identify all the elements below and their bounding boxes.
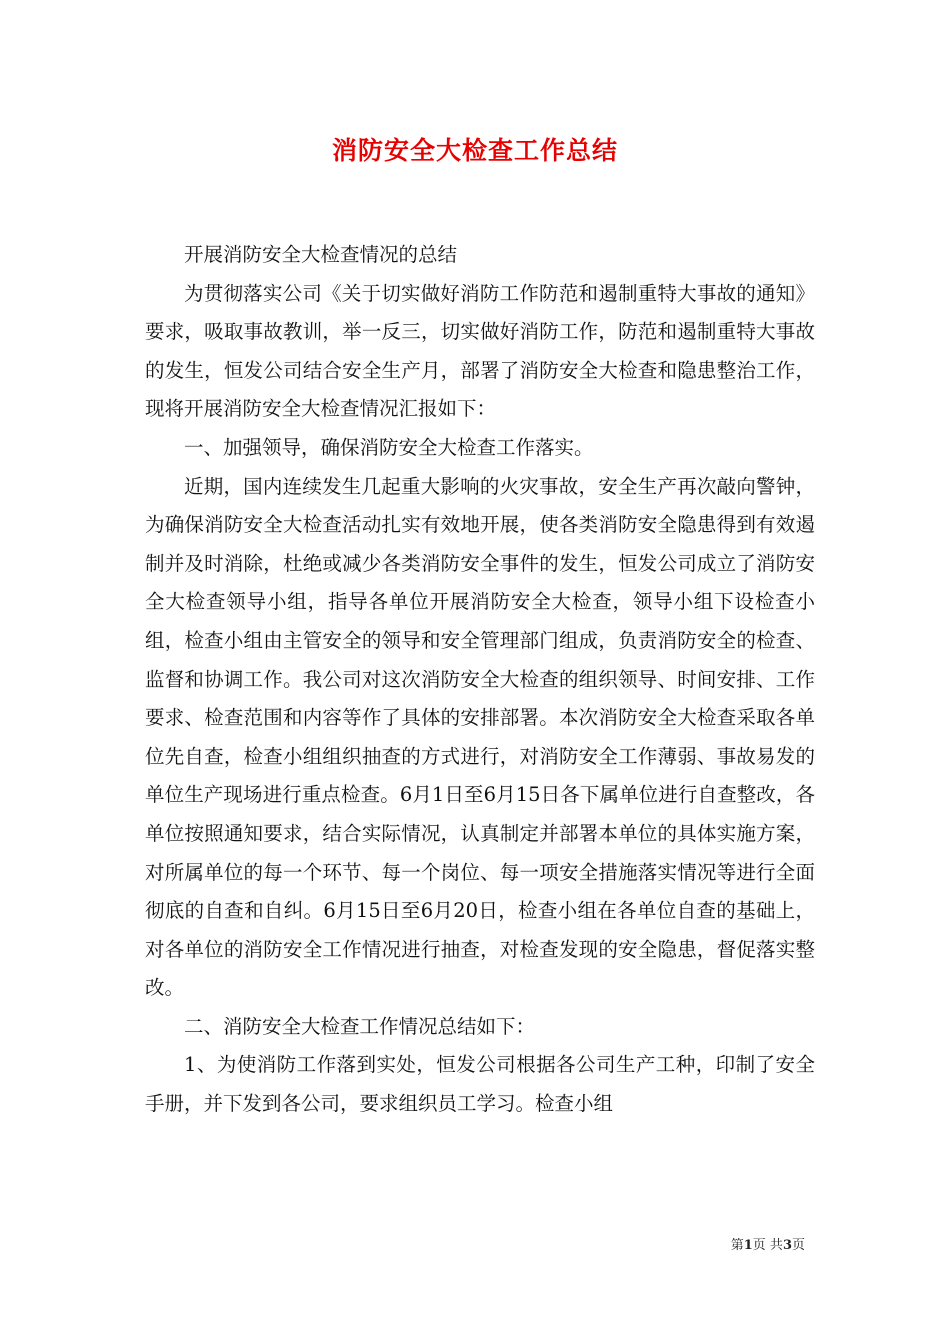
footer-middle: 页 共 xyxy=(752,1238,783,1253)
section-heading-summary: 开展消防安全大检查情况的总结 xyxy=(184,243,458,266)
section-heading-one: 一、加强领导，确保消防安全大检查工作落实。 xyxy=(184,435,594,459)
paragraph-item-one: 1、为使消防工作落到实处，恒发公司根据各公司生产工种，印制了安全手册，并下发到各公司，要求组织员工学习。检查小组 xyxy=(145,1053,815,1116)
section-heading-two: 二、消防安全大检查工作情况总结如下： xyxy=(184,1014,536,1038)
footer-suffix: 页 xyxy=(791,1238,805,1253)
document-body xyxy=(145,236,815,1124)
footer-page-number: 1 xyxy=(743,1238,753,1253)
footer-prefix: 第 xyxy=(730,1238,744,1253)
page-footer xyxy=(0,1237,805,1255)
paragraph-intro: 为贯彻落实公司《关于切实做好消防工作防范和遏制重特大事故的通知》要求，吸取事故教训，举一反三，切实做好消防工作，防范和遏制重特大事故的发生，恒发公司结合安全生产月，部署了消防安全大检查和隐患整治工作，现将开展消防安全大检查情况汇报如下： xyxy=(145,281,815,421)
footer-total-pages: 3 xyxy=(782,1238,792,1253)
paragraph-leadership: 近期，国内连续发生几起重大影响的火灾事故，安全生产再次敲向警钟，为确保消防安全大检查活动扎实有效地开展，使各类消防安全隐患得到有效遏制并及时消除，杜绝或减少各类消防安全事件的发生，恒发公司成立了消防安全大检查领导小组，指导各单位开展消防安全大检查，领导小组下设检查小组，检查小组由主管安全的领导和安全管理部门组成，负责消防安全的检查、监督和协调工作。我公司对这次消防安全大检查的组织领导、时间安排、工作要求、检查范围和内容等作了具体的安排部署。本次消防安全大检查采取各单位先自查，检查小组组织抽查的方式进行，对消防安全工作薄弱、事故易发的单位生产现场进行重点检查。6月1日至6月15日各下属单位进行自查整改，各单位按照通知要求，结合实际情况，认真制定并部署本单位的具体实施方案，对所属单位的每一个环节、每一个岗位、每一项安全措施落实情况等进行全面彻底的自查和自纠。6月15日至6月20日，检查小组在各单位自查的基础上，对各单位的消防安全工作情况进行抽查，对检查发现的安全隐患，督促落实整改。 xyxy=(145,474,815,1000)
document-title: 消防安全大检查工作总结 xyxy=(331,136,618,165)
